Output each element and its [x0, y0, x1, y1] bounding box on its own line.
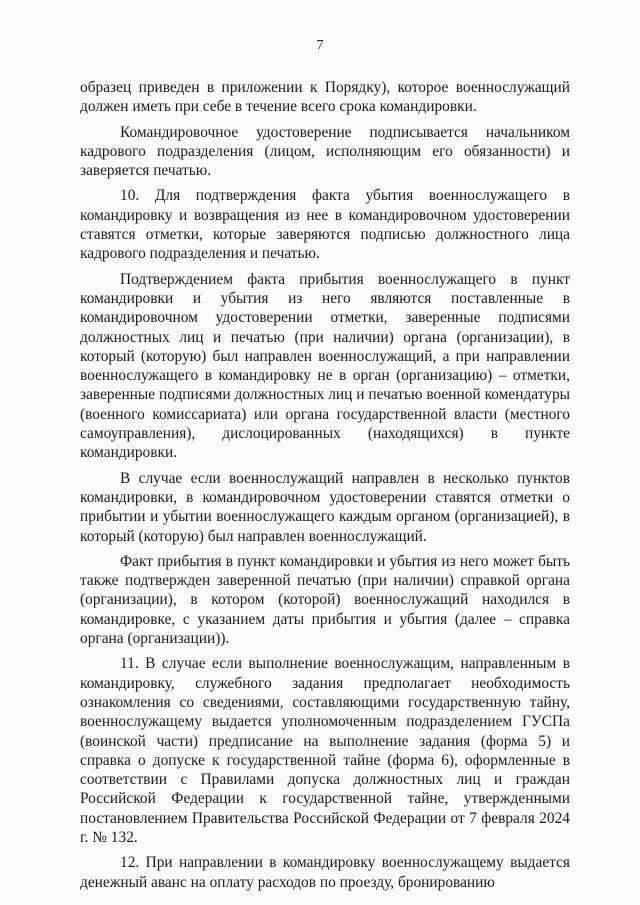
paragraph-arrival-confirmation: Подтверждением факта прибытия военнослужащего в пункт командировки и убытия из него являются поставленные в командировочном удостоверении отметки, заверенные подписями должностных лиц и печатью (при наличии) органа (организации), в который (которую) был направлен военнослужащий, а при направлении военнослужащего в командировку не в орган (организацию) – отметки, заверенные подписями должностных лиц и печатью военной комендатуры (военного комиссариата) или органа государственной власти (местного самоуправления), дислоцированных (находящихся) в пункте командировки. [80, 270, 570, 462]
paragraph-item-12: 12. При направлении в командировку военнослужащему выдается денежный аванс на оплату расходов по проезду, бронированию [80, 854, 570, 891]
page-number: 7 [316, 38, 324, 53]
paragraph-continuation: образец приведен в приложении к Порядку), которое военнослужащий должен иметь при себе в течение всего срока командировки. [80, 79, 570, 116]
paragraph-item-11: 11. В случае если выполнение военнослужащим, направленным в командировку, служебного задания предполагает необходимость ознакомления со сведениями, составляющими государственную тайну, военнослужащему выдается уполномоченным подразделением ГУСПа (воинской части) предписание на выполнение задания (форма 5) и справка о допуске к государственной тайне (форма 6), оформленные в соответствии с Правилами допуска должностных лиц и граждан Российской Федерации к государственной тайне, утвержденными постановлением Правительства Российской Федерации от 7 февраля 2024 г. № 132. [80, 655, 570, 846]
paragraph-multiple-destinations: В случае если военнослужащий направлен в несколько пунктов командировки, в командировочном удостоверении ставятся отметки о прибытии и убытии военнослужащего каждым органом (организацией), в который (которую) был направлен военнослужащий. [80, 469, 570, 545]
paragraph-certificate-signing: Командировочное удостоверение подписывается начальником кадрового подразделения (лицом, исполняющим его обязанности) и заверяется печатью. [80, 123, 570, 180]
paragraph-item-10: 10. Для подтверждения факта убытия военнослужащего в командировку и возвращения из нее в командировочном удостоверении ставятся отметки, которые заверяются подписью должностного лица кадрового подразделения и печатью. [80, 187, 570, 263]
paragraph-organization-certificate: Факт прибытия в пункт командировки и убытия из него может быть также подтвержден заверенной печатью (при наличии) справкой органа (организации), в котором (которой) военнослужащий находился в командировке, с указанием даты прибытия и убытия (далее – справка органа (организации)). [80, 552, 570, 648]
document-body [80, 78, 570, 898]
